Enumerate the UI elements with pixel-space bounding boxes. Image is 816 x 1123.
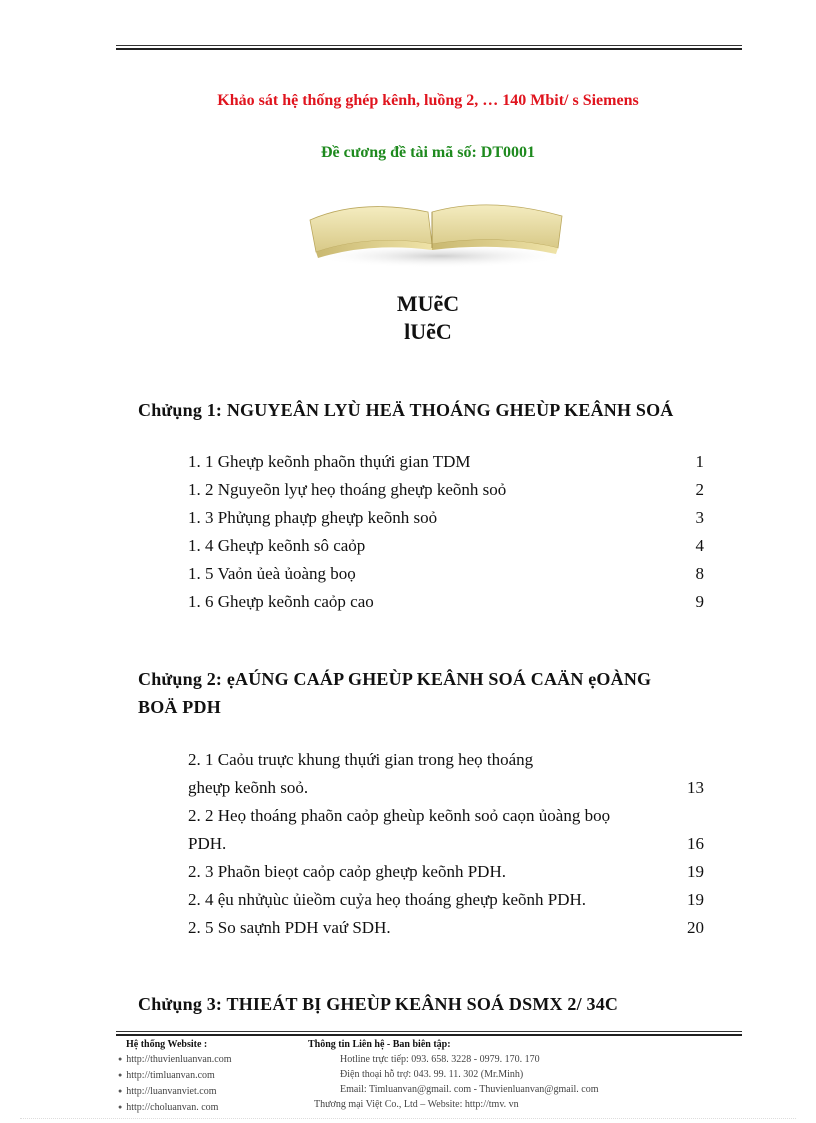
toc-entry-text: 1. 6 Gheựp keõnh caỏp cao bbox=[188, 592, 374, 611]
toc-entry-text-cont: PDH. bbox=[188, 834, 227, 853]
toc-entry-page: 19 bbox=[687, 862, 704, 881]
toc-entry-text: 1. 1 Gheựp keõnh phaõn thụứi gian TDM bbox=[188, 452, 471, 471]
toc-entry[interactable] bbox=[188, 886, 704, 914]
footer-site-link[interactable]: ● http://luanvanviet.com bbox=[116, 1084, 306, 1100]
toc-entry-page: 16 bbox=[687, 834, 704, 853]
top-divider bbox=[116, 45, 742, 51]
toc-entry-page: 1 bbox=[695, 452, 704, 471]
toc-entry-text: 2. 4 ệu nhửụùc ủieồm cuỷa heọ thoáng gheựp keõnh PDH. bbox=[188, 890, 587, 909]
footer-support-phone: Điện thoại hỗ trợ: 043. 99. 11. 302 (Mr.Minh) bbox=[340, 1069, 524, 1080]
footer-contact-header: Thông tin Liên hệ - Ban biên tập: bbox=[308, 1039, 451, 1050]
footer-site-link[interactable]: ● http://timluanvan.com bbox=[116, 1068, 306, 1084]
chapter-2-heading bbox=[138, 665, 698, 721]
toc-entry-text-cont: gheựp keõnh soỏ. bbox=[188, 778, 309, 797]
toc-entry[interactable] bbox=[188, 588, 704, 616]
chapter-3-heading: Chửụng 3: THIEÁT BỊ GHEÙP KEÂNH SOÁ DSMX 2/ 34C bbox=[138, 994, 619, 1014]
footer-site-link[interactable]: ● http://choluanvan. com bbox=[116, 1100, 306, 1116]
toc-entry-page: 8 bbox=[695, 564, 704, 583]
toc-entry[interactable] bbox=[188, 858, 704, 886]
toc-entry-text: 1. 4 Gheựp keõnh sô caỏp bbox=[188, 536, 366, 555]
toc-entry-text: 1. 3 Phửụng phaựp gheựp keõnh soỏ bbox=[188, 508, 438, 527]
toc-entry-text: 2. 1 Caỏu truực khung thụứi gian trong heọ thoáng bbox=[188, 750, 534, 769]
toc-entry[interactable] bbox=[188, 476, 704, 504]
footer-hotline: Hotline trực tiếp: 093. 658. 3228 - 0979. 170. 170 bbox=[340, 1054, 540, 1065]
footer-email[interactable]: Email: Timluanvan@gmail. com - Thuvienluanvan@gmail. com bbox=[340, 1084, 599, 1095]
toc-entry-text: 2. 2 Heọ thoáng phaõn caỏp gheùp keõnh soỏ caọn ủoàng boọ bbox=[188, 806, 611, 825]
toc-entry-text: 1. 2 Nguyeõn lyự heọ thoáng gheựp keõnh soỏ bbox=[188, 480, 507, 499]
toc-entry[interactable] bbox=[188, 802, 704, 858]
toc-entry-page: 19 bbox=[687, 890, 704, 909]
footer-contact bbox=[306, 1037, 742, 1112]
toc-entry[interactable] bbox=[188, 504, 704, 532]
toc-entry-text: 2. 3 Phaõn bieọt caỏp caỏp gheựp keõnh PDH. bbox=[188, 862, 506, 881]
chapter-2-heading-line2: BOÄ PDH bbox=[138, 697, 221, 717]
toc-title-line1: MUẽC bbox=[396, 291, 460, 316]
toc-entry[interactable] bbox=[188, 448, 704, 476]
toc-title-line2: lUẽC bbox=[404, 319, 452, 344]
toc-entry[interactable] bbox=[188, 532, 704, 560]
toc-entry-page: 2 bbox=[695, 480, 704, 499]
document-title: Khảo sát hệ thống ghép kênh, luồng 2, … 140 Mbit/ s Siemens bbox=[217, 92, 639, 109]
toc-entry-page: 9 bbox=[695, 592, 704, 611]
toc-entry-text: 1. 5 Vaỏn ủeà ủoàng boọ bbox=[188, 564, 356, 583]
toc-entry[interactable] bbox=[188, 746, 704, 802]
toc-entry-page: 4 bbox=[695, 536, 704, 555]
toc-entry-text: 2. 5 So saựnh PDH vaứ SDH. bbox=[188, 918, 391, 937]
open-book-image bbox=[300, 190, 570, 270]
toc-entry-page: 20 bbox=[687, 918, 704, 937]
toc-entry[interactable] bbox=[188, 560, 704, 588]
document-subtitle: Đề cương đề tài mã số: DT0001 bbox=[321, 144, 535, 161]
chapter-1-heading: Chửụng 1: NGUYEÂN LYÙ HEÄ THOÁNG GHEÙP KEÂNH SOÁ bbox=[138, 400, 674, 420]
toc-entry-page: 3 bbox=[695, 508, 704, 527]
chapter-2-heading-line1: Chửụng 2: ẹAÚNG CAÁP GHEÙP KEÂNH SOÁ CAÄN ẹOÀNG bbox=[138, 669, 652, 689]
page-bottom-dotted-line bbox=[20, 1118, 796, 1120]
footer-websites bbox=[116, 1037, 306, 1116]
toc-entry[interactable] bbox=[188, 914, 704, 942]
footer-company: Thương mại Việt Co., Ltd – Website: http://tmv. vn bbox=[314, 1099, 519, 1110]
toc-entry-page: 13 bbox=[687, 778, 704, 797]
footer-site-link[interactable]: ● http://thuvienluanvan.com bbox=[116, 1052, 306, 1068]
footer-websites-header: Hệ thống Website : bbox=[126, 1039, 208, 1050]
